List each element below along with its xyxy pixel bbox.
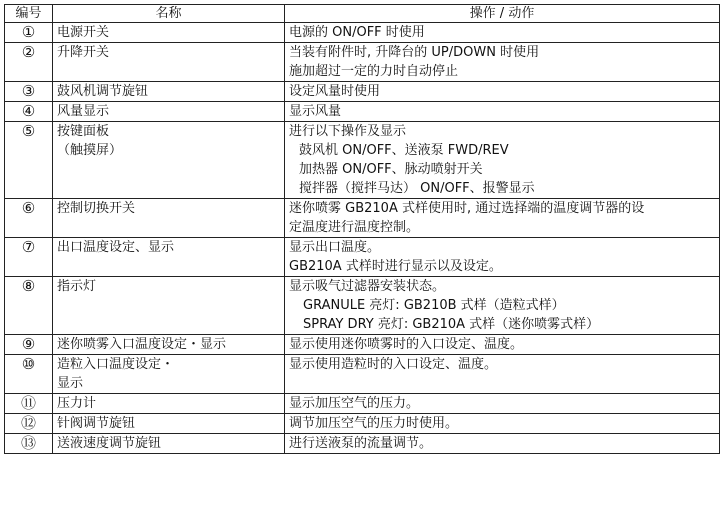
row-number: ④ [5,102,53,122]
row-number: ⑩ [5,355,53,394]
row-name-cell [53,82,285,102]
row-name-cell [53,23,285,43]
row-operation-line: 加热器 ON/OFF、脉动喷射开关 [299,162,483,177]
row-operation-line: 显示出口温度。 [289,240,381,255]
row-operation-cell [285,102,720,122]
row-operation-cell [285,82,720,102]
row-operation-line: 显示吸气过滤器安装状态。 [289,279,446,294]
row-operation-line: 设定风量时使用 [289,84,381,99]
row-number: ⑤ [5,122,53,199]
row-name-line: 鼓风机调节旋钮 [57,84,149,99]
row-operation-cell [285,434,720,454]
row-name-cell [53,102,285,122]
row-name-cell [53,335,285,355]
row-name-line: 风量显示 [57,104,110,119]
row-operation-cell [285,355,720,394]
row-operation-line: 显示加压空气的压力。 [289,396,420,411]
row-name-cell [53,355,285,394]
row-number: ⑦ [5,238,53,277]
row-name-line: 造粒入口温度设定・ [57,357,175,372]
row-operation-line: 显示风量 [289,104,342,119]
row-operation-line: SPRAY DRY 亮灯: GB210A 式样（迷你喷雾式样） [303,317,600,332]
row-operation-cell [285,43,720,82]
row-name-cell [53,434,285,454]
row-number: ⑨ [5,335,53,355]
row-name-line: 按键面板 [57,124,110,139]
row-number: ⑥ [5,199,53,238]
table-row [5,238,720,277]
header-num: 编号 [5,5,53,23]
row-number: ⑬ [5,434,53,454]
row-name-line: 迷你喷雾入口温度设定・显示 [57,337,227,352]
row-operation-line: 进行以下操作及显示 [289,124,407,139]
row-number: ⑧ [5,277,53,335]
row-name-cell [53,394,285,414]
row-name-line: 显示 [57,376,84,391]
row-name-line: 电源开关 [57,25,110,40]
row-name-line: 压力计 [57,396,97,411]
row-operation-cell [285,23,720,43]
table-row [5,102,720,122]
table-row [5,394,720,414]
table-row [5,335,720,355]
table-row [5,199,720,238]
row-name-cell [53,122,285,199]
row-number: ⑪ [5,394,53,414]
row-operation-line: 当装有附件时, 升降台的 UP/DOWN 时使用 [289,45,540,60]
spec-table [4,4,720,454]
row-name-line: 控制切换开关 [57,201,136,216]
row-operation-line: 调节加压空气的压力时使用。 [289,416,459,431]
table-row [5,122,720,199]
row-name-line: 针阀调节旋钮 [57,416,136,431]
row-operation-line: 鼓风机 ON/OFF、送液泵 FWD/REV [299,143,509,158]
row-operation-line: 进行送液泵的流量调节。 [289,436,433,451]
row-number: ⑫ [5,414,53,434]
row-operation-cell [285,238,720,277]
row-name-cell [53,277,285,335]
row-number: ① [5,23,53,43]
row-operation-line: GRANULE 亮灯: GB210B 式样（造粒式样） [303,298,565,313]
table-body [5,23,720,454]
table-row [5,43,720,82]
table-row [5,277,720,335]
row-name-cell [53,414,285,434]
row-operation-line: 施加超过一定的力时自动停止 [289,64,459,79]
row-operation-cell [285,394,720,414]
header-op: 操作 / 动作 [285,5,720,23]
table-row [5,23,720,43]
row-operation-cell [285,199,720,238]
row-operation-line: 迷你喷雾 GB210A 式样使用时, 通过选择端的温度调节器的设 [289,201,645,216]
row-name-line: （触摸屏） [57,143,123,158]
row-operation-line: 显示使用造粒时的入口设定、温度。 [289,357,498,372]
table-row [5,414,720,434]
row-operation-line: 显示使用迷你喷雾时的入口设定、温度。 [289,337,524,352]
row-number: ② [5,43,53,82]
row-name-line: 升降开关 [57,45,110,60]
row-operation-cell [285,122,720,199]
row-name-cell [53,199,285,238]
table-row [5,355,720,394]
row-operation-line: 定温度进行温度控制。 [289,220,420,235]
table-row [5,434,720,454]
table-header-row [5,5,720,23]
row-name-line: 指示灯 [57,279,97,294]
row-name-cell [53,43,285,82]
row-operation-cell [285,414,720,434]
row-operation-cell [285,335,720,355]
row-operation-line: 搅拌器（搅拌马达） ON/OFF、报警显示 [299,181,535,196]
row-name-line: 送液速度调节旋钮 [57,436,162,451]
row-operation-cell [285,277,720,335]
header-name: 名称 [53,5,285,23]
row-name-line: 出口温度设定、显示 [57,240,175,255]
row-name-cell [53,238,285,277]
row-operation-line: GB210A 式样时进行显示以及设定。 [289,259,502,274]
row-operation-line: 电源的 ON/OFF 时使用 [289,25,425,40]
row-number: ③ [5,82,53,102]
table-row [5,82,720,102]
